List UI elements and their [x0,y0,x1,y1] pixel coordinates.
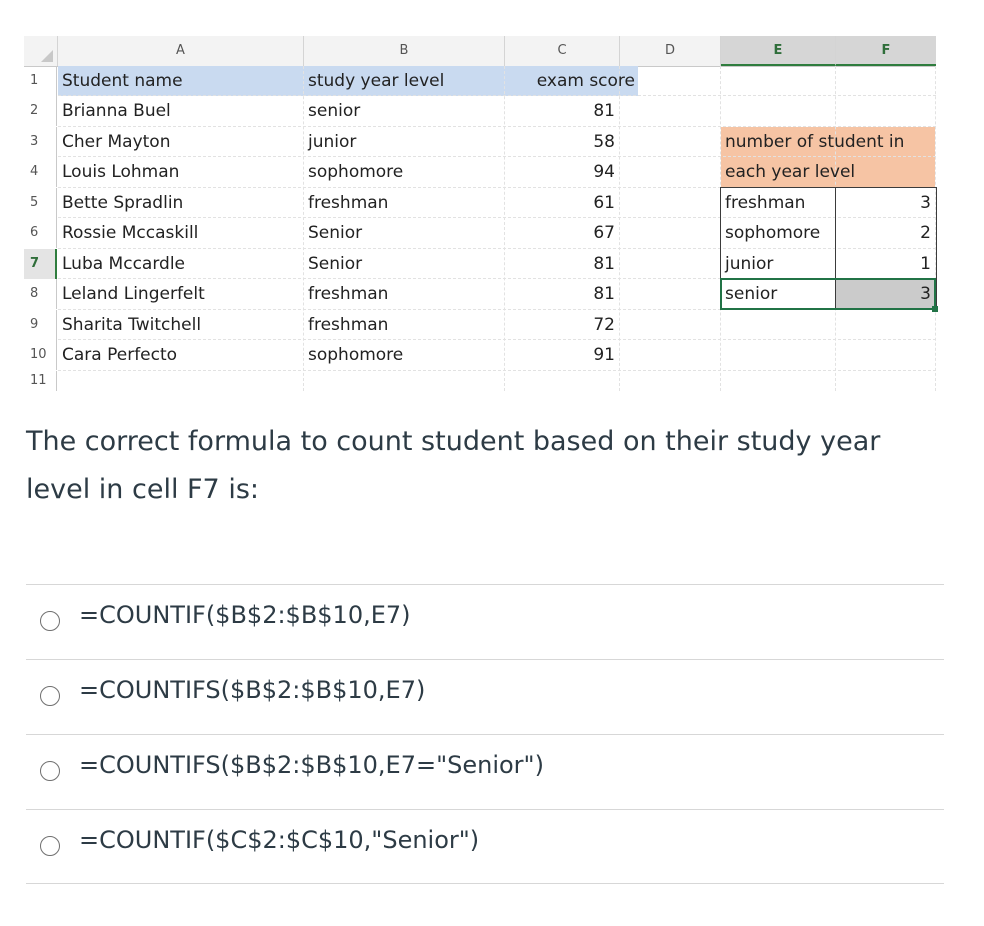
summary-level-cell: freshman [725,193,806,213]
exam-score-cell: 94 [593,162,615,182]
radio-button[interactable] [40,836,60,856]
row-number: 5 [24,188,57,218]
exam-score-cell: 72 [593,315,615,335]
answer-option[interactable] [26,659,944,734]
study-level-cell: Senior [308,223,363,243]
row-number: 6 [24,218,57,248]
student-name-cell: Brianna Buel [62,101,171,121]
exam-score-cell: 67 [593,223,615,243]
exam-score-cell: 81 [593,101,615,121]
row-number: 10 [24,340,57,370]
student-name-cell: Louis Lohman [62,162,180,182]
column-header-b: B [304,36,505,66]
exam-score-cell: 61 [593,193,615,213]
student-name-cell: Leland Lingerfelt [62,284,205,304]
radio-button[interactable] [40,686,60,706]
student-name-cell: Luba Mccardle [62,254,186,274]
exam-score-cell: 91 [593,345,615,365]
answer-options [26,584,944,884]
summary-count-cell: 1 [920,254,931,274]
study-level-cell: senior [308,101,361,121]
summary-level-cell: junior [725,254,774,274]
select-all-corner [24,36,58,66]
active-selection-border [720,278,936,310]
column-header-d: D [620,36,721,66]
option-label[interactable]: =COUNTIFS($B$2:$B$10,E7) [79,676,426,704]
header-study-year-level: study year level [308,71,445,91]
study-level-cell: sophomore [308,162,404,182]
option-label[interactable]: =COUNTIF($C$2:$C$10,"Senior") [79,826,480,854]
exam-score-cell: 58 [593,132,615,152]
study-level-cell: freshman [308,193,389,213]
summary-level-cell: senior [725,284,778,304]
option-label[interactable]: =COUNTIFS($B$2:$B$10,E7="Senior") [79,751,544,779]
summary-count-cell: 2 [920,223,931,243]
row-number: 1 [24,66,57,96]
answer-option[interactable] [26,809,944,884]
option-label[interactable]: =COUNTIF($B$2:$B$10,E7) [79,601,411,629]
answer-option[interactable] [26,584,944,659]
column-header-e: E [721,36,836,66]
row-number: 8 [24,279,57,309]
student-name-cell: Rossie Mccaskill [62,223,199,243]
summary-title-line2: each year level [725,162,856,182]
study-level-cell: freshman [308,284,389,304]
student-name-cell: Sharita Twitchell [62,315,202,335]
student-name-cell: Cara Perfecto [62,345,178,365]
student-name-cell: Cher Mayton [62,132,171,152]
row-number: 2 [24,96,57,126]
question-text: The correct formula to count student based on their study year level in cell F7 is: [26,426,881,505]
student-name-cell: Bette Spradlin [62,193,184,213]
header-student-name: Student name [62,71,183,91]
radio-button[interactable] [40,611,60,631]
study-level-cell: freshman [308,315,389,335]
summary-title-line1: number of student in [725,132,905,152]
study-level-cell: sophomore [308,345,404,365]
radio-button[interactable] [40,761,60,781]
exam-score-cell: 81 [593,254,615,274]
row-number-selected: 7 [24,249,57,279]
row-number: 11 [24,371,57,391]
spreadsheet-screenshot [24,36,936,391]
cell-grid [58,66,936,391]
row-number: 4 [24,157,57,187]
summary-level-cell: sophomore [725,223,821,243]
study-level-cell: Senior [308,254,363,274]
exam-score-cell: 81 [593,284,615,304]
column-header-c: C [505,36,620,66]
summary-count-cell-f7: 3 [920,284,931,304]
answer-option[interactable] [26,734,944,809]
summary-count-cell: 3 [920,193,931,213]
row-number: 9 [24,310,57,340]
column-header-f: F [836,36,936,66]
column-header-bar [24,36,936,67]
fill-handle [932,306,938,312]
header-exam-score: exam score [536,71,635,91]
column-header-a: A [58,36,304,66]
row-number: 3 [24,127,57,157]
study-level-cell: junior [308,132,357,152]
